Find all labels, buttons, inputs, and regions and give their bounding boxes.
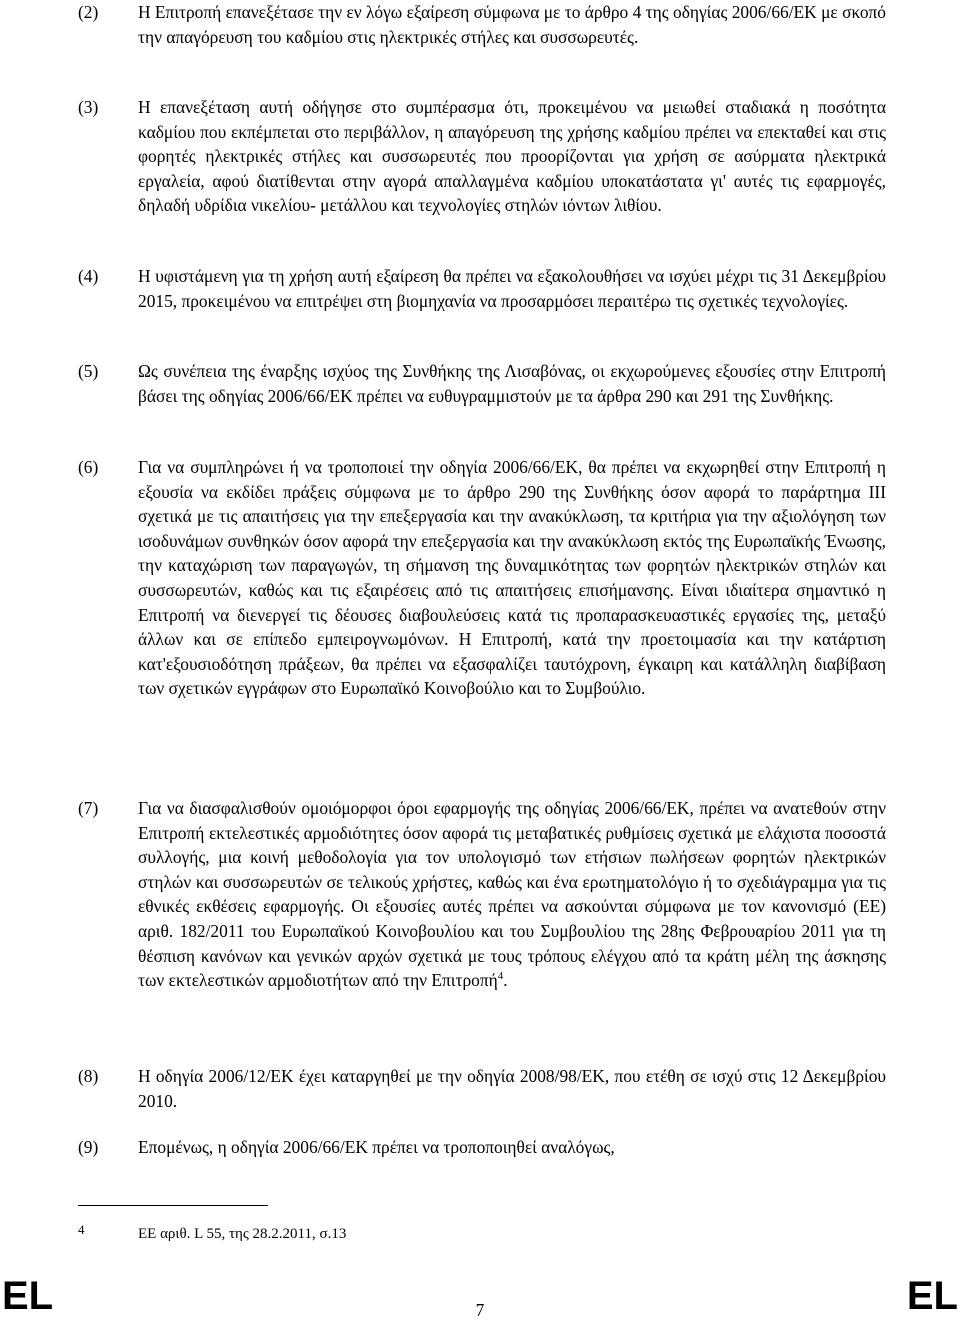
recital-number: (6) — [78, 457, 99, 477]
recital-number: (5) — [78, 361, 99, 381]
recital-8 — [78, 1064, 886, 1113]
recital-text-tail: . — [503, 970, 508, 991]
recital-text — [138, 796, 886, 993]
footer-language-left: EL — [2, 1274, 54, 1318]
footnote-text: ΕΕ αριθ. L 55, της 28.2.2011, σ.13 — [138, 1226, 347, 1242]
recital-text: Η υφιστάμενη για τη χρήση αυτή εξαίρεση θα πρέπει να εξακολουθήσει να ισχύει μέχρι τις 31 Δεκεμβρίου 2015, προκειμένου να επιτρέψει στη βιομηχανία να προσαρμόσει περαιτέρω τις σχετικές τεχνολογίες. — [138, 266, 886, 311]
recital-text: Για να συμπληρώνει ή να τροποποιεί την οδηγία 2006/66/ΕΚ, θα πρέπει να εκχωρηθεί στην Επιτροπή η εξουσία να εκδίδει πράξεις σύμφωνα με το άρθρο 290 της Συνθήκης όσον αφορά το παράρτημα ΙΙΙ σχετικά με τις απαιτήσεις για την επεξεργασία και την ανακύκλωση, τα κριτήρια για την αξιολόγηση των ισοδυνάμων συνθηκών όσον αφορά την επεξεργασία και την ανακύκλωση εκτός της Ευρωπαϊκής Ένωσης, την καταχώριση των παραγωγών, τη σήμανση της δυναμικότητας των φορητών ηλεκτρικών στηλών και συσσωρευτών, καθώς και τις εξαιρέσεις από τις απαιτήσεις επισήμανσης. Είναι ιδιαίτερα σημαντικό η Επιτροπή να διενεργεί τις δέουσες διαβουλεύσεις κατά τις προπαρασκευαστικές εργασίες της, μεταξύ άλλων και σε επίπεδο εμπειρογνωμόνων. Η Επιτροπή, κατά την προετοιμασία και την κατάρτιση κατ'εξουσιοδότηση πράξεων, θα πρέπει να εξασφαλίζει ταυτόχρονη, έγκαιρη και κατάλληλη διαβίβαση των σχετικών εγγράφων στο Ευρωπαϊκό Κοινοβούλιο και το Συμβούλιο. — [138, 457, 886, 699]
footer-language-right: EL — [906, 1274, 958, 1318]
recital-text: Η οδηγία 2006/12/ΕΚ έχει καταργηθεί με την οδηγία 2008/98/ΕΚ, που ετέθη σε ισχύ στις 12 Δεκεμβρίου 2010. — [138, 1066, 886, 1111]
recital-6 — [78, 455, 886, 701]
recital-number: (7) — [78, 798, 99, 818]
page-number: 7 — [475, 1300, 485, 1320]
recital-5 — [78, 359, 886, 408]
recital-number: (8) — [78, 1066, 99, 1086]
recital-7 — [78, 796, 886, 993]
recital-text-body: Για να διασφαλισθούν ομοιόμορφοι όροι εφαρμογής της οδηγίας 2006/66/ΕΚ, πρέπει να ανατεθούν στην Επιτροπή εκτελεστικές αρμοδιότητες όσον αφορά τις μεταβατικές ρυθμίσεις σχετικά με ελάχιστα ποσοστά συλλογής, μια κοινή μεθοδολογία για τον υπολογισμό των ετήσιων πωλήσεων φορητών ηλεκτρικών στηλών και συσσωρευτών σε τελικούς χρήστες, καθώς και ένα ερωτηματολόγιο ή το σχεδιάγραμμα για τις εθνικές εκθέσεις εφαρμογής. Οι εξουσίες αυτές πρέπει να ασκούνται σύμφωνα με τον κανονισμό (ΕΕ) αριθ. 182/2011 του Ευρωπαϊκού Κοινοβουλίου και του Συμβουλίου της 28ης Φεβρουαρίου 2011 για τη θέσπιση κανόνων και γενικών αρχών σχετικά με τους τρόπους ελέγχου από τα κράτη μέλη της άσκησης των εκτελεστικών αρμοδιοτήτων από την Επιτροπή — [138, 798, 886, 991]
recital-9 — [78, 1135, 886, 1160]
recital-text: Ως συνέπεια της έναρξης ισχύος της Συνθήκης της Λισαβόνας, οι εκχωρούμενες εξουσίες στην Επιτροπή βάσει της οδηγίας 2006/66/ΕΚ πρέπει να ευθυγραμμιστούν με τα άρθρα 290 και 291 της Συνθήκης. — [138, 361, 886, 406]
recital-4 — [78, 264, 886, 313]
recital-number: (3) — [78, 97, 99, 117]
recital-3 — [78, 95, 886, 218]
footnote-reference[interactable]: 4 — [497, 970, 504, 983]
footnote-separator — [78, 1205, 268, 1206]
recital-number: (9) — [78, 1137, 99, 1157]
recital-number: (4) — [78, 266, 99, 286]
footnote-mark: 4 — [78, 1222, 85, 1237]
recital-text: Επομένως, η οδηγία 2006/66/ΕΚ πρέπει να τροποποιηθεί αναλόγως, — [138, 1137, 615, 1157]
recital-2 — [78, 0, 886, 49]
recital-number: (2) — [78, 2, 99, 22]
recital-text: Η επανεξέταση αυτή οδήγησε στο συμπέρασμα ότι, προκειμένου να μειωθεί σταδιακά η ποσότητα καδμίου που εκπέμπεται στο περιβάλλον, η απαγόρευση της χρήσης καδμίου πρέπει να επεκταθεί και στις φορητές ηλεκτρικές στήλες και συσσωρευτές που προορίζονται για χρήση σε ασύρματα ηλεκτρικά εργαλεία, αφού διατίθενται στην αγορά απαλλαγμένα καδμίου υποκατάστατα γι' αυτές τις εφαρμογές, δηλαδή υδρίδια νικελίου- μετάλλου και τεχνολογίες στηλών ιόντων λιθίου. — [138, 97, 886, 216]
recital-text: Η Επιτροπή επανεξέτασε την εν λόγω εξαίρεση σύμφωνα με το άρθρο 4 της οδηγίας 2006/66/ΕΚ με σκοπό την απαγόρευση του καδμίου στις ηλεκτρικές στήλες και συσσωρευτές. — [138, 2, 886, 47]
